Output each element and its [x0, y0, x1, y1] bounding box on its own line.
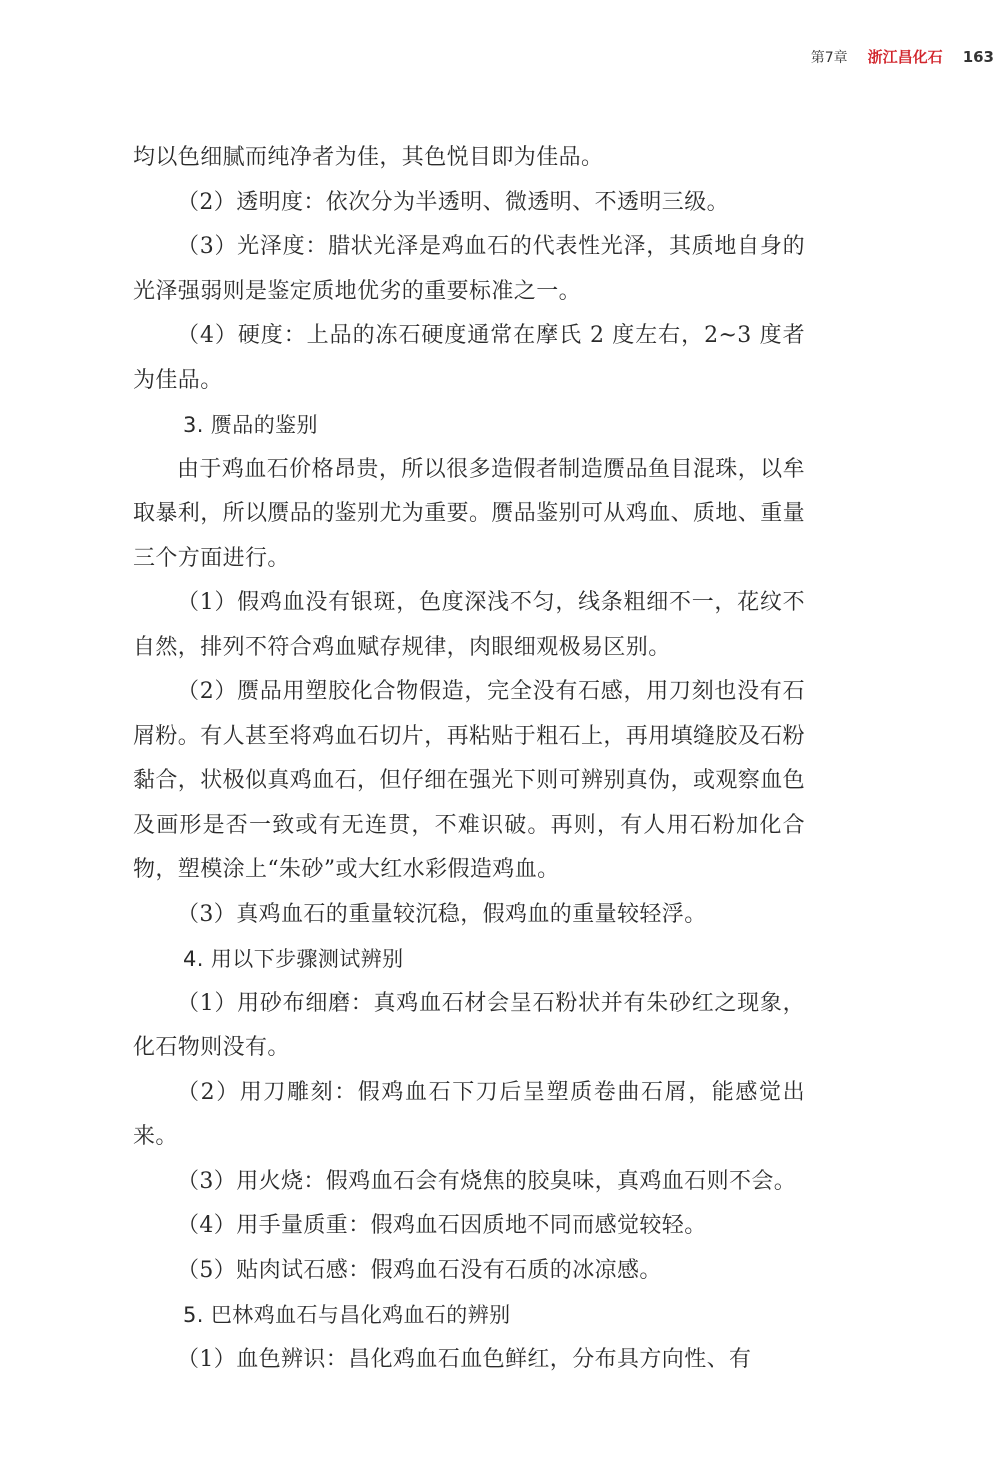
- page-body: [133, 136, 805, 1382]
- paragraph-test-carving: （2）用刀雕刻：假鸡血石下刀后呈塑质卷曲石屑，能感觉出来。: [133, 1079, 805, 1149]
- running-header: [811, 46, 994, 72]
- paragraph-weight: （3）真鸡血石的重量较沉稳，假鸡血的重量较轻浮。: [177, 901, 707, 927]
- paragraph-hardness: （4）硬度：上品的冻石硬度通常在摩氏 2 度左右，2~3 度者为佳品。: [133, 323, 805, 393]
- paragraph-counterfeit-intro: 由于鸡血石价格昂贵，所以很多造假者制造赝品鱼目混珠，以牟取暴利，所以赝品的鉴别尤为重要。赝品鉴别可从鸡血、质地、重量三个方面进行。: [133, 456, 806, 571]
- paragraph-test-skin: （5）贴肉试石感：假鸡血石没有石质的冰凉感。: [177, 1257, 662, 1283]
- section-heading-tests: 4. 用以下步骤测试辨别: [183, 947, 404, 971]
- section-heading-counterfeit: 3. 赝品的鉴别: [183, 413, 318, 437]
- paragraph-continuation: 均以色细腻而纯净者为佳，其色悦目即为佳品。: [133, 145, 604, 170]
- paragraph-test-sanding: （1）用砂布细磨：真鸡血石材会呈石粉状并有朱砂红之现象，化石物则没有。: [133, 990, 805, 1060]
- paragraph-transparency: （2）透明度：依次分为半透明、微透明、不透明三级。: [177, 189, 729, 215]
- paragraph-fake-blood: （1）假鸡血没有银斑，色度深浅不匀，线条粗细不一，花纹不自然，排列不符合鸡血赋存规律，肉眼细观极易区别。: [133, 590, 805, 660]
- chapter-label: 第7章: [810, 50, 848, 66]
- chapter-title: 浙江昌化石: [867, 48, 943, 66]
- paragraph-blood-color: （1）血色辨识：昌化鸡血石血色鲜红，分布具方向性、有: [177, 1346, 752, 1372]
- section-heading-balin-changhua: 5. 巴林鸡血石与昌化鸡血石的辨别: [183, 1303, 511, 1327]
- paragraph-luster: （3）光泽度：腊状光泽是鸡血石的代表性光泽，其质地自身的光泽强弱则是鉴定质地优劣的重要标准之一。: [133, 234, 805, 304]
- paragraph-test-weighing: （4）用手量质重：假鸡血石因质地不同而感觉较轻。: [177, 1213, 707, 1238]
- page-number: 163: [962, 48, 994, 66]
- paragraph-plastic-fake: （2）赝品用塑胶化合物假造，完全没有石感，用刀刻也没有石屑粉。有人甚至将鸡血石切片，再粘贴于粗石上，再用填缝胶及石粉黏合，状极似真鸡血石，但仔细在强光下则可辨别真伪，或观察血色及画形是否一致或有无连贯，不难识破。再则，有人用石粉加化合物，塑模涂上“朱砂”或大红水彩假造鸡血。: [133, 679, 806, 882]
- paragraph-test-burning: （3）用火烧：假鸡血石会有烧焦的胶臭味，真鸡血石则不会。: [177, 1168, 797, 1194]
